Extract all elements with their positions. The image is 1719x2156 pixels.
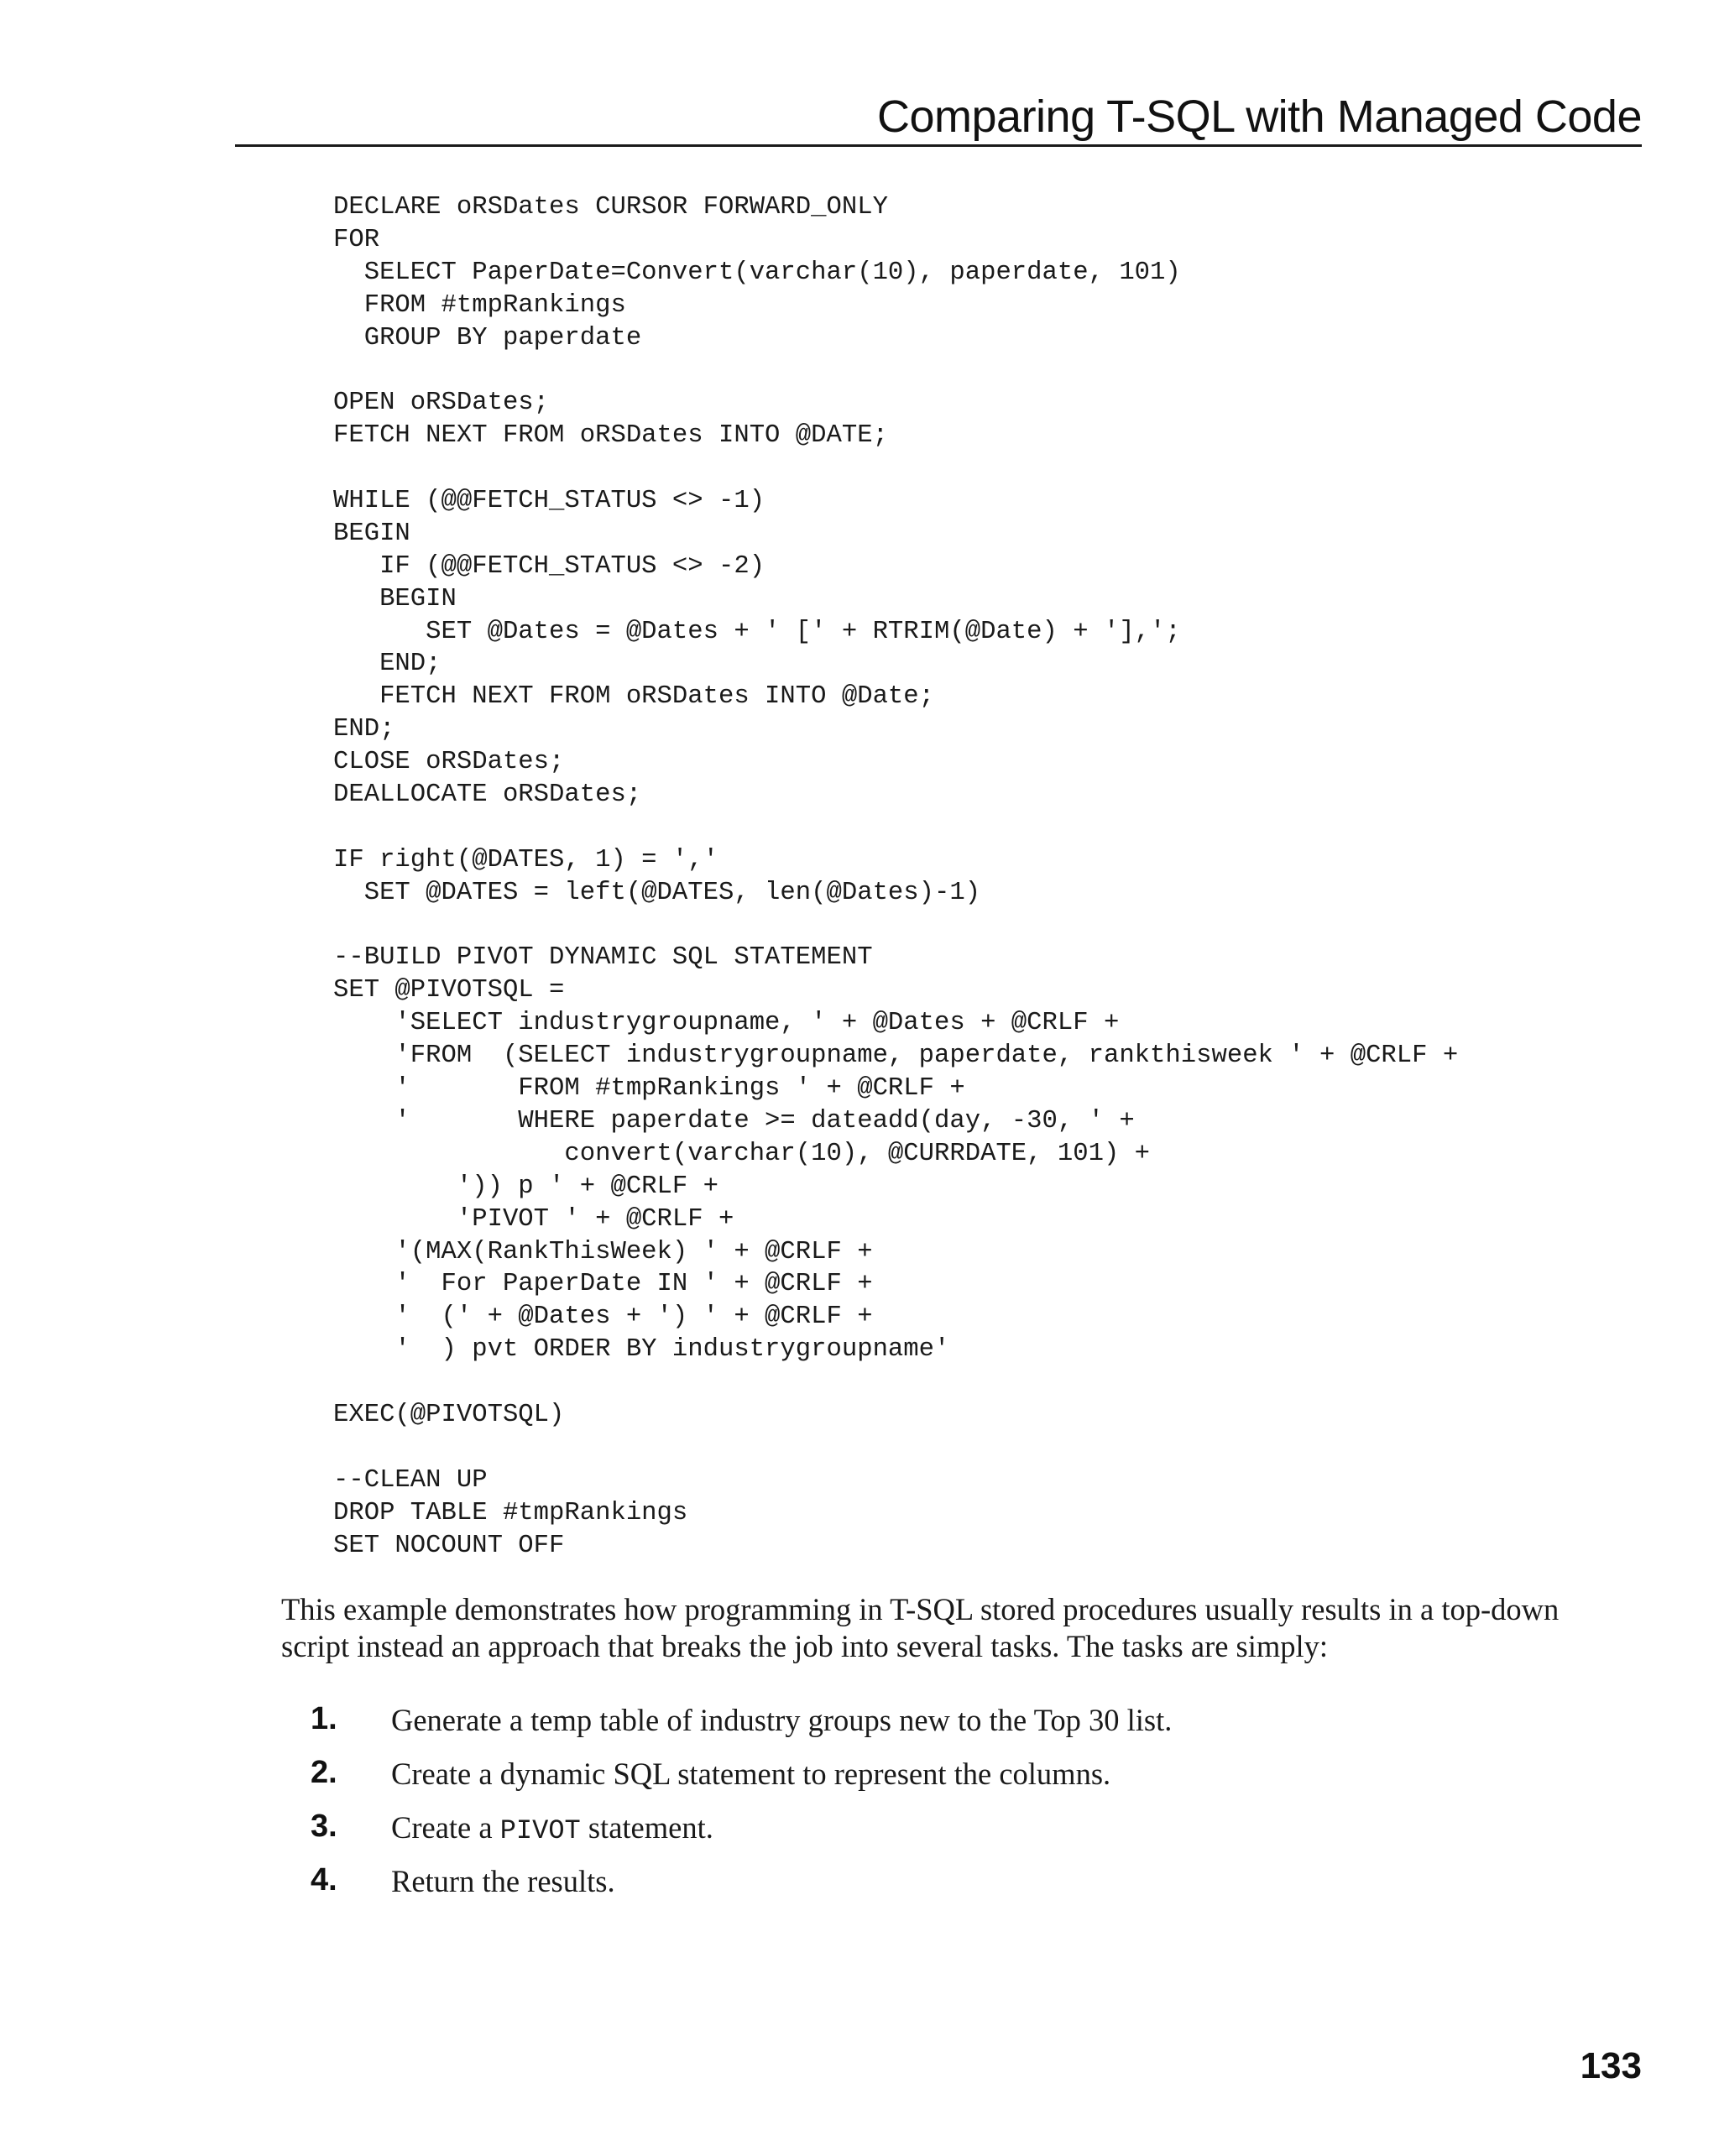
code-line-blank xyxy=(333,910,1458,942)
list-text: Create a dynamic SQL statement to represent the columns. xyxy=(391,1757,1111,1791)
code-line: convert(varchar(10), @CURRDATE, 101) + xyxy=(333,1139,1151,1168)
list-number: 1. xyxy=(311,1701,337,1736)
code-line-blank xyxy=(333,354,1458,387)
code-line: SET @Dates = @Dates + ' [' + RTRIM(@Date) + '],'; xyxy=(333,617,1181,646)
code-line: BEGIN xyxy=(333,519,410,548)
code-line: SET @DATES = left(@DATES, len(@Dates)-1) xyxy=(333,878,981,907)
code-line: EXEC(@PIVOTSQL) xyxy=(333,1400,565,1429)
code-line: ' ) pvt ORDER BY industrygroupname' xyxy=(333,1335,950,1365)
code-line: ' (' + @Dates + ') ' + @CRLF + xyxy=(333,1302,873,1332)
code-line: '(MAX(RankThisWeek) ' + @CRLF + xyxy=(333,1237,873,1266)
inline-code: PIVOT xyxy=(499,1815,581,1846)
code-line-blank xyxy=(333,812,1458,844)
code-line: IF right(@DATES, 1) = ',' xyxy=(333,845,718,874)
code-line: ' WHERE paperdate >= dateadd(day, -30, ' + xyxy=(333,1106,1135,1135)
code-line: END; xyxy=(333,650,442,679)
code-line: ')) p ' + @CRLF + xyxy=(333,1172,718,1201)
code-line: SET NOCOUNT OFF xyxy=(333,1531,565,1560)
code-line: FETCH NEXT FROM oRSDates INTO @DATE; xyxy=(333,421,888,451)
paragraph-line: This example demonstrates how programming in T-SQL stored procedures usually results in a top-down xyxy=(281,1592,1560,1626)
code-line: DROP TABLE #tmpRankings xyxy=(333,1498,688,1527)
code-line: FROM #tmpRankings xyxy=(333,290,626,320)
code-line: --BUILD PIVOT DYNAMIC SQL STATEMENT xyxy=(333,943,873,973)
list-number: 3. xyxy=(311,1809,337,1844)
code-listing xyxy=(333,191,1458,1562)
code-line: BEGIN xyxy=(333,584,457,613)
code-line: FETCH NEXT FROM oRSDates INTO @Date; xyxy=(333,682,935,712)
code-line-blank xyxy=(333,452,1458,485)
code-line: ' FROM #tmpRankings ' + @CRLF + xyxy=(333,1074,965,1104)
code-line-blank xyxy=(333,1432,1458,1464)
code-line: 'FROM (SELECT industrygroupname, paperdate, rankthisweek ' + @CRLF + xyxy=(333,1041,1459,1071)
code-line: WHILE (@@FETCH_STATUS <> -1) xyxy=(333,487,765,516)
code-line: CLOSE oRSDates; xyxy=(333,748,565,777)
code-line: 'SELECT industrygroupname, ' + @Dates + @CRLF + xyxy=(333,1009,1120,1038)
code-line: GROUP BY paperdate xyxy=(333,323,642,352)
running-header xyxy=(235,84,1642,147)
code-line: OPEN oRSDates; xyxy=(333,389,550,418)
code-line: SELECT PaperDate=Convert(varchar(10), paperdate, 101) xyxy=(333,258,1181,287)
code-line: DECLARE oRSDates CURSOR FORWARD_ONLY xyxy=(333,193,888,222)
list-text xyxy=(391,1809,713,1851)
list-number: 4. xyxy=(311,1862,337,1898)
running-header-title: Comparing T-SQL with Managed Code xyxy=(877,91,1642,142)
code-line: 'PIVOT ' + @CRLF + xyxy=(333,1204,734,1234)
code-line: IF (@@FETCH_STATUS <> -2) xyxy=(333,551,765,581)
code-line-blank xyxy=(333,1366,1458,1399)
code-line: ' For PaperDate IN ' + @CRLF + xyxy=(333,1270,873,1299)
body-paragraph xyxy=(281,1591,1645,1665)
list-text: Generate a temp table of industry groups new to the Top 30 list. xyxy=(391,1703,1173,1737)
code-line: FOR xyxy=(333,225,380,254)
list-text-after: statement. xyxy=(580,1810,713,1845)
list-number: 2. xyxy=(311,1755,337,1790)
page-number: 133 xyxy=(1580,2045,1642,2086)
code-line: --CLEAN UP xyxy=(333,1465,488,1495)
list-text-before: Create a xyxy=(391,1810,500,1845)
list-text: Return the results. xyxy=(391,1864,615,1898)
code-line: SET @PIVOTSQL = xyxy=(333,976,565,1005)
paragraph-line: script instead an approach that breaks the job into several tasks. The tasks are simply: xyxy=(281,1629,1329,1663)
code-line: END; xyxy=(333,715,395,744)
code-line: DEALLOCATE oRSDates; xyxy=(333,780,642,810)
